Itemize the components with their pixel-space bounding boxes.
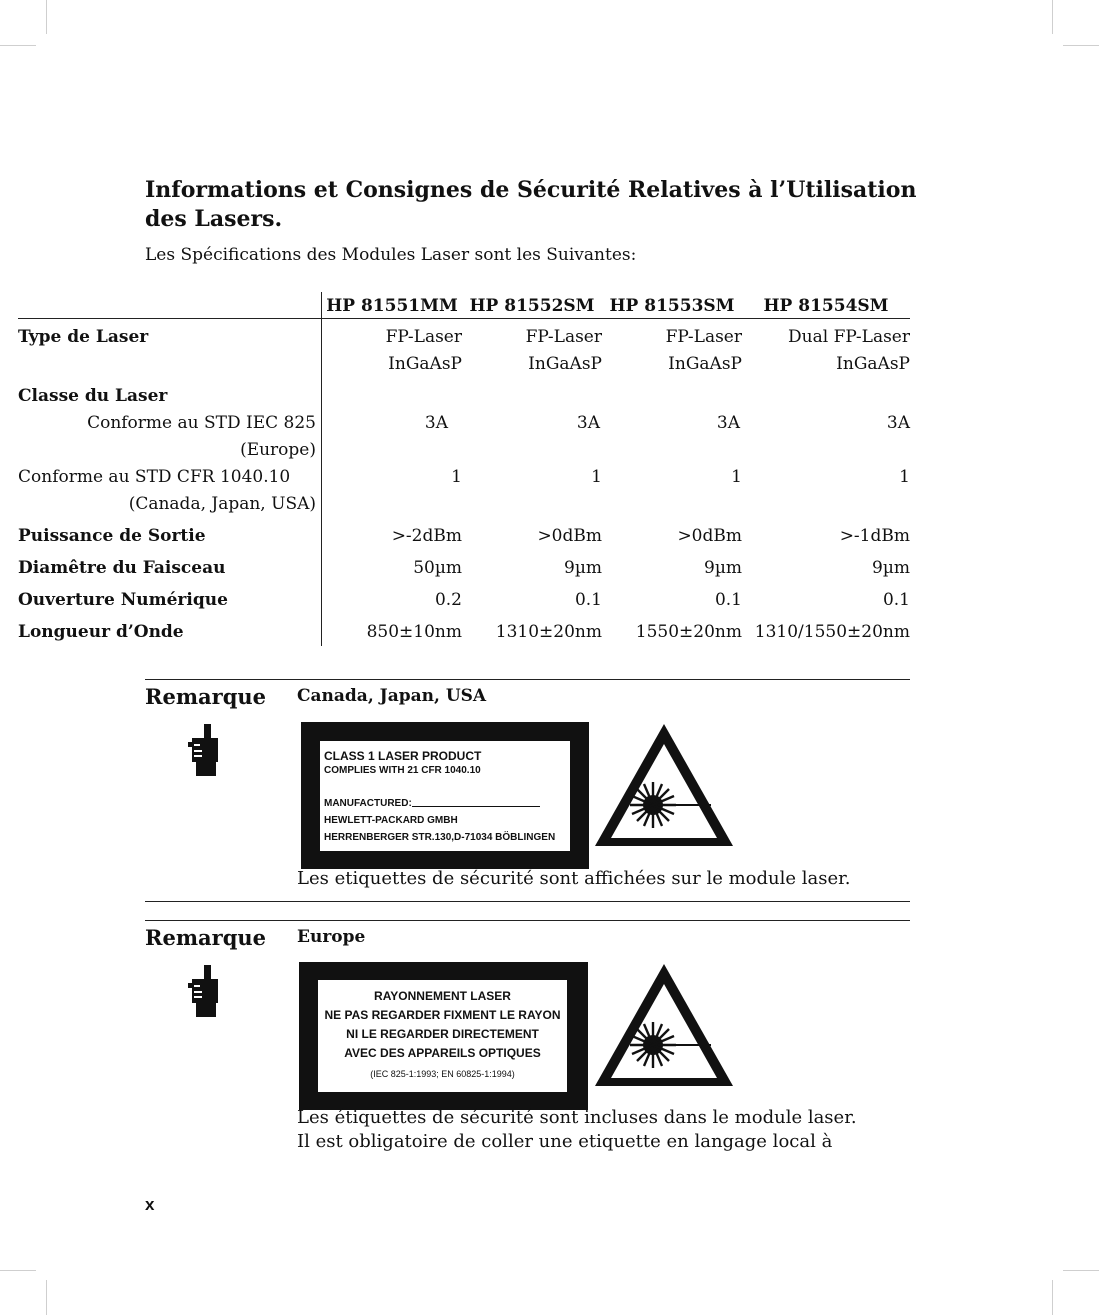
table-row — [18, 410, 910, 437]
table-cell: 3A — [716, 413, 740, 433]
table-row — [18, 351, 910, 378]
note-body-text: Les etiquettes de sécurité sont affichées sur le module laser. — [297, 868, 851, 889]
table-cell: 0.2 — [434, 590, 462, 610]
row-label: Classe du Laser — [18, 378, 322, 410]
row-label: (Europe) — [18, 437, 322, 464]
column-header: HP 81552SM — [462, 292, 602, 319]
crop-mark — [1063, 1270, 1099, 1271]
table-cell — [742, 437, 910, 464]
table-cell — [322, 378, 463, 410]
laser-warning-icon — [591, 960, 737, 1090]
crop-mark — [1052, 0, 1053, 34]
table-cell: Dual FP-Laser — [788, 327, 910, 347]
table-cell: 9µm — [872, 558, 910, 578]
table-cell — [462, 437, 602, 464]
class1-safety-label — [301, 722, 589, 869]
table-row — [18, 319, 910, 352]
label-blank-line — [412, 797, 540, 807]
table-cell: FP-Laser — [525, 327, 602, 347]
table-cell: 1550±20nm — [635, 622, 742, 642]
table-cell — [322, 491, 463, 518]
table-cell: 3A — [886, 413, 910, 433]
pointing-hand-icon — [186, 965, 220, 1017]
table-header-row — [18, 292, 910, 319]
page-title: Informations et Consignes de Sécurité Relatives à l’Utilisation des Lasers. — [145, 177, 917, 232]
note-heading: Remarque — [145, 684, 267, 709]
table-cell — [322, 437, 463, 464]
table-cell: 0.1 — [574, 590, 602, 610]
table-row — [18, 550, 910, 582]
table-header-empty — [18, 292, 322, 319]
note-bottom-rule — [145, 901, 910, 902]
column-header: HP 81551MM — [322, 292, 463, 319]
table-cell: 850±10nm — [366, 622, 462, 642]
table-cell: 50µm — [413, 558, 462, 578]
crop-mark — [46, 1280, 47, 1315]
europe-safety-label — [299, 962, 588, 1110]
row-label: Conforme au STD CFR 1040.10 — [18, 464, 322, 491]
table-cell: 3A — [576, 413, 600, 433]
note-title: Canada, Japan, USA — [297, 686, 487, 706]
crop-mark — [46, 0, 47, 34]
table-cell: FP-Laser — [665, 327, 742, 347]
table-row — [18, 378, 910, 410]
note-title: Europe — [297, 927, 366, 947]
table-cell — [602, 378, 742, 410]
label-line: MANUFACTURED: — [324, 798, 412, 809]
crop-mark — [1052, 1280, 1053, 1315]
table-row — [18, 464, 910, 491]
row-label: Ouverture Numérique — [18, 582, 322, 614]
table-cell: InGaAsP — [528, 354, 602, 374]
table-cell: InGaAsP — [836, 354, 910, 374]
table-cell: >-2dBm — [391, 526, 462, 546]
table-cell: InGaAsP — [388, 354, 462, 374]
row-label: Type de Laser — [18, 319, 322, 352]
note-top-rule — [145, 920, 910, 921]
crop-mark — [1063, 45, 1099, 46]
label-line: RAYONNEMENT LASER — [374, 989, 511, 1003]
table-cell: 1 — [451, 467, 462, 487]
table-cell: 1 — [591, 467, 602, 487]
table-cell: >0dBm — [537, 526, 602, 546]
label-line: CLASS 1 LASER PRODUCT — [324, 749, 482, 763]
table-row — [18, 491, 910, 518]
laser-warning-icon — [591, 720, 737, 850]
row-label — [18, 351, 322, 378]
note-top-rule — [145, 679, 910, 680]
row-label: Longueur d’Onde — [18, 614, 322, 646]
table-cell: InGaAsP — [668, 354, 742, 374]
intro-text: Les Spécifications des Modules Laser sont les Suivantes: — [145, 245, 637, 265]
table-row — [18, 518, 910, 550]
label-line: NE PAS REGARDER FIXMENT LE RAYON — [324, 1008, 561, 1022]
table-cell: 9µm — [564, 558, 602, 578]
row-label: Conforme au STD IEC 825 — [18, 410, 322, 437]
table-cell — [462, 378, 602, 410]
table-cell: 1310±20nm — [495, 622, 602, 642]
note-body-text: Les étiquettes de sécurité sont incluses dans le module laser. — [297, 1107, 857, 1128]
row-label: Diamêtre du Faisceau — [18, 550, 322, 582]
label-line: NI LE REGARDER DIRECTEMENT — [346, 1027, 539, 1041]
table-cell: 1310/1550±20nm — [754, 622, 910, 642]
table-cell: 0.1 — [714, 590, 742, 610]
table-cell: 9µm — [704, 558, 742, 578]
table-cell — [462, 491, 602, 518]
table-cell: 0.1 — [882, 590, 910, 610]
table-row — [18, 582, 910, 614]
table-cell — [602, 491, 742, 518]
label-line: AVEC DES APPAREILS OPTIQUES — [344, 1046, 541, 1060]
table-cell: 1 — [899, 467, 910, 487]
table-cell: 1 — [731, 467, 742, 487]
table-cell: FP-Laser — [385, 327, 462, 347]
pointing-hand-icon — [186, 724, 220, 776]
note-body-text: Il est obligatoire de coller une etiquette en langage local à — [297, 1131, 833, 1152]
crop-mark — [0, 1270, 36, 1271]
crop-mark — [0, 45, 36, 46]
table-cell — [602, 437, 742, 464]
table-cell — [742, 378, 910, 410]
label-line: COMPLIES WITH 21 CFR 1040.10 — [324, 765, 481, 776]
label-line: HEWLETT-PACKARD GMBH — [324, 815, 458, 826]
laser-spec-table — [18, 292, 910, 646]
table-cell — [742, 491, 910, 518]
row-label: (Canada, Japan, USA) — [18, 491, 322, 518]
table-cell: >0dBm — [677, 526, 742, 546]
table-cell: 3A — [424, 413, 448, 433]
label-line: (IEC 825-1:1993; EN 60825-1:1994) — [370, 1069, 515, 1079]
row-label: Puissance de Sortie — [18, 518, 322, 550]
table-cell: >-1dBm — [839, 526, 910, 546]
label-line: HERRENBERGER STR.130,D-71034 BÖBLINGEN — [324, 832, 556, 843]
note-heading: Remarque — [145, 925, 267, 950]
page-number: x — [145, 1195, 155, 1214]
table-row — [18, 614, 910, 646]
table-row — [18, 437, 910, 464]
column-header: HP 81553SM — [602, 292, 742, 319]
column-header: HP 81554SM — [742, 292, 910, 319]
